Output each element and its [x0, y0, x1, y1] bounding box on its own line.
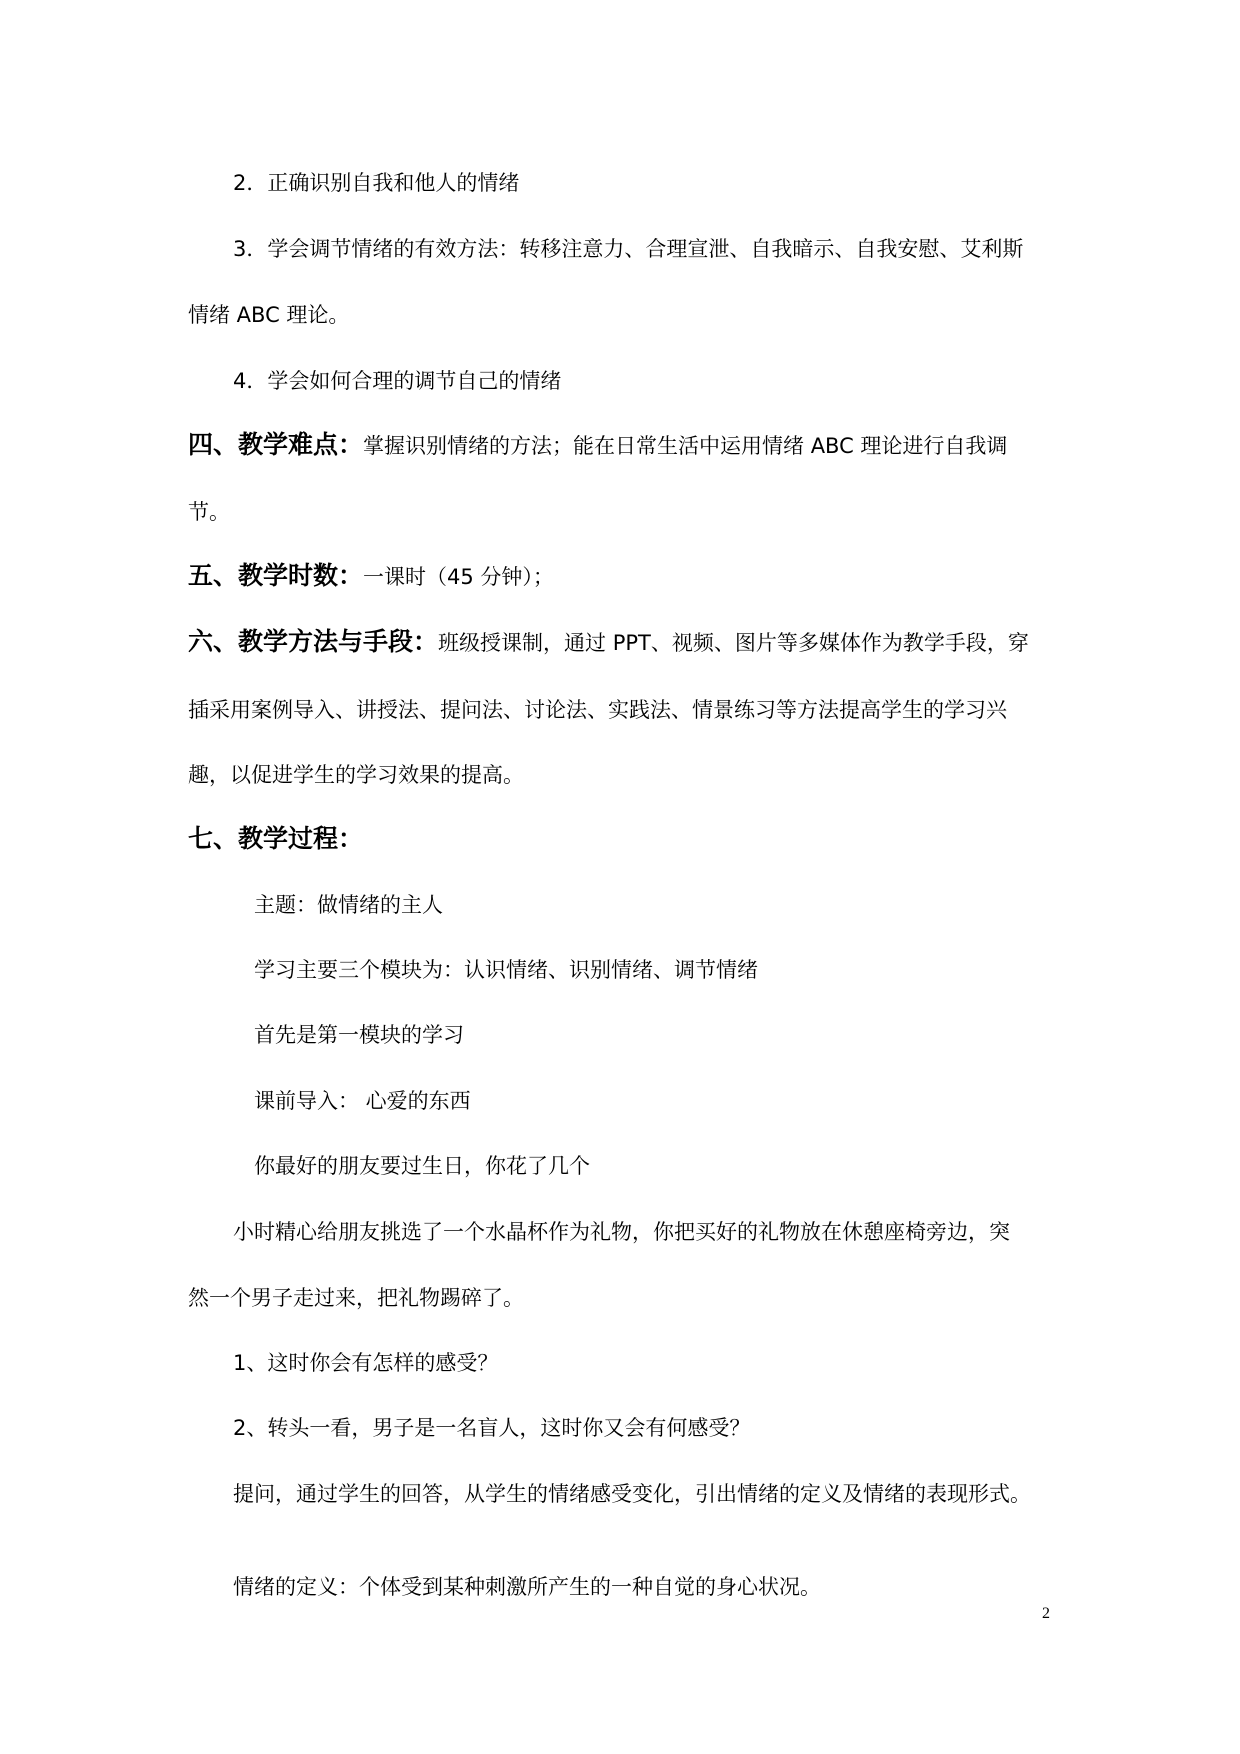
section-7-heading [188, 822, 363, 856]
section-6-heading [188, 625, 1029, 660]
first-module-line: 首先是第一模块的学习 [254, 1023, 464, 1047]
scenario-line2: 小时精心给朋友挑选了一个水晶杯作为礼物，你把买好的礼物放在休憩座椅旁边，突 [233, 1220, 1010, 1244]
section-5-heading [188, 559, 554, 594]
section-5-text: 一课时（45 分钟）； [363, 565, 554, 589]
section-5-label: 五、教学时数： [188, 561, 364, 590]
goal-item-3-line1: 3．学会调节情绪的有效方法：转移注意力、合理宣泄、自我暗示、自我安慰、艾利斯 [233, 237, 1024, 261]
section-4-text: 掌握识别情绪的方法；能在日常生活中运用情绪 ABC 理论进行自我调 [363, 434, 1008, 458]
section-6-label: 六、教学方法与手段： [188, 627, 439, 656]
page-number: 2 [1042, 1605, 1050, 1622]
definition-line: 情绪的定义：个体受到某种刺激所产生的一种自觉的身心状况。 [233, 1575, 821, 1599]
scenario-line1: 你最好的朋友要过生日，你花了几个 [254, 1154, 590, 1178]
section-6-text: 班级授课制，通过 PPT、视频、图片等多媒体作为教学手段，穿 [438, 631, 1029, 655]
section-6-text-line3: 趣，以促进学生的学习效果的提高。 [188, 763, 524, 787]
section-4-text-line2: 节。 [188, 500, 230, 524]
intro-line: 课前导入： 心爱的东西 [254, 1089, 471, 1113]
modules-line: 学习主要三个模块为：认识情绪、识别情绪、调节情绪 [254, 958, 758, 982]
section-7-label: 七、教学过程： [188, 824, 364, 853]
prompt-line: 提问，通过学生的回答，从学生的情绪感受变化，引出情绪的定义及情绪的表现形式。 [233, 1482, 1031, 1506]
goal-item-4: 4．学会如何合理的调节自己的情绪 [233, 369, 562, 393]
scenario-line3: 然一个男子走过来，把礼物踢碎了。 [188, 1286, 524, 1310]
question-1: 1、这时你会有怎样的感受？ [233, 1351, 499, 1375]
section-6-text-line2: 插采用案例导入、讲授法、提问法、讨论法、实践法、情景练习等方法提高学生的学习兴 [188, 698, 1007, 722]
goal-item-3-line2: 情绪 ABC 理论。 [188, 303, 350, 327]
section-4-heading [188, 428, 1007, 463]
question-2: 2、转头一看，男子是一名盲人，这时你又会有何感受？ [233, 1416, 751, 1440]
goal-item-2: 2．正确识别自我和他人的情绪 [233, 171, 520, 195]
section-4-label: 四、教学难点： [188, 430, 364, 459]
topic-line: 主题：做情绪的主人 [254, 893, 443, 917]
